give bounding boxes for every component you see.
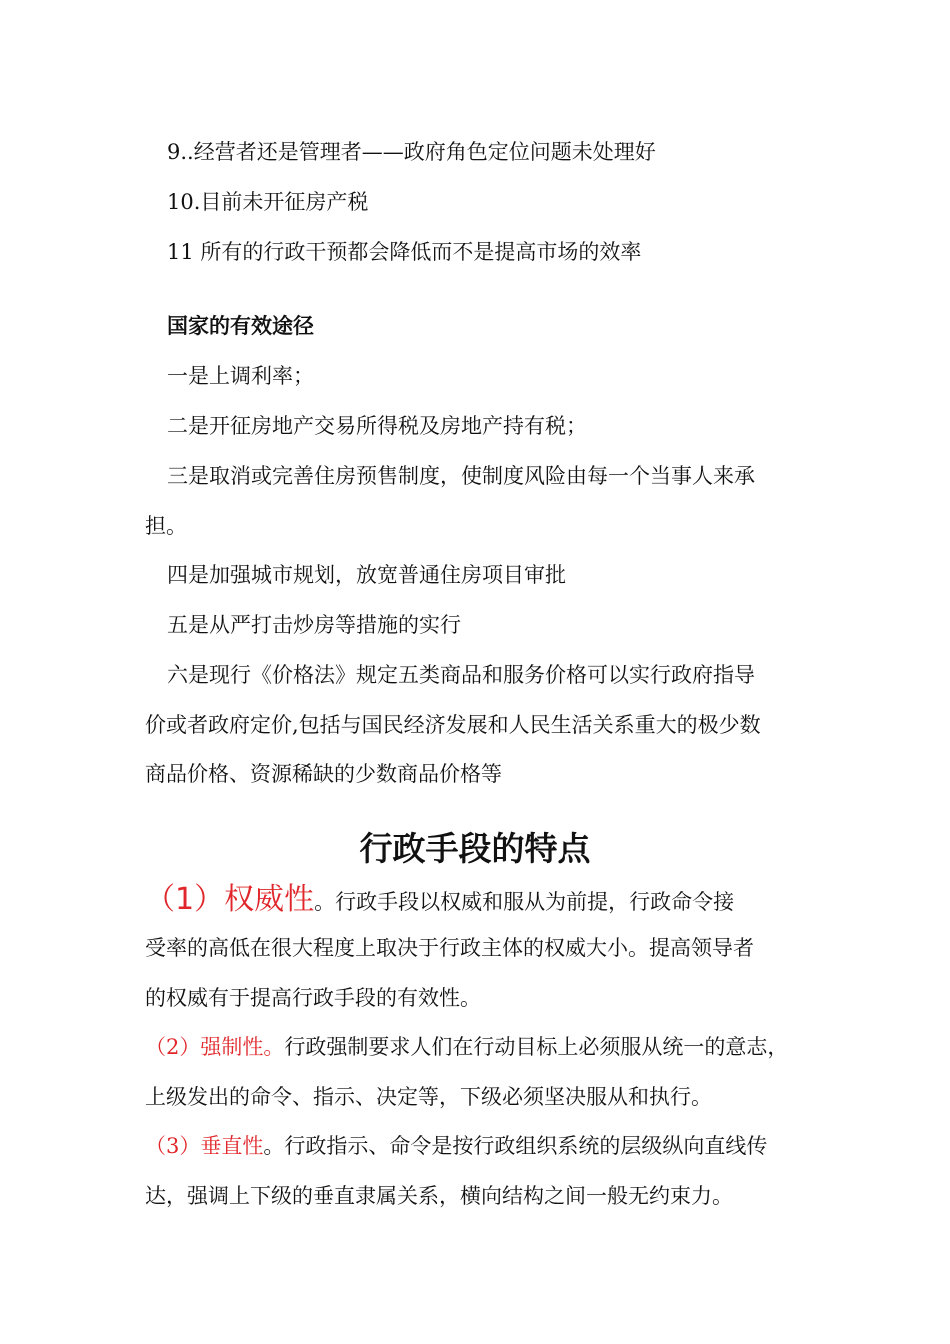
approach-item-1: 一是上调利率； [167, 364, 314, 388]
problem-item-10: 10.目前未开征房产税 [167, 190, 369, 214]
feature-vertical-text: 。行政指示、命令是按行政组织系统的层级纵向直线传 [263, 1134, 768, 1158]
feature-authority-text: 。行政手段以权威和服从为前提，行政命令接 [314, 890, 735, 914]
feature-authority-line1 [145, 883, 734, 919]
feature-vertical-label: （3）垂直性 [145, 1134, 264, 1158]
feature-vertical-line1 [145, 1132, 767, 1160]
approach-item-3: 三是取消或完善住房预售制度，使制度风险由每一个当事人来承 [167, 464, 755, 488]
approach-item-3-cont: 担。 [145, 514, 187, 538]
approach-item-6-cont-2: 商品价格、资源稀缺的少数商品价格等 [145, 762, 502, 786]
feature-authority-line2: 受率的高低在很大程度上取决于行政主体的权威大小。提高领导者 [145, 936, 754, 960]
problem-item-9: 9..经营者还是管理者——政府角色定位问题未处理好 [167, 140, 656, 164]
feature-coercive-line2: 上级发出的命令、指示、决定等，下级必须坚决服从和执行。 [145, 1085, 712, 1109]
approach-item-6: 六是现行《价格法》规定五类商品和服务价格可以实行政府指导 [167, 663, 755, 687]
feature-vertical-line2: 达，强调上下级的垂直隶属关系，横向结构之间一般无约束力。 [145, 1184, 733, 1208]
feature-coercive-text: 行政强制要求人们在行动目标上必须服从统一的意志， [284, 1035, 789, 1059]
problem-item-11: 11 所有的行政干预都会降低而不是提高市场的效率 [167, 240, 642, 264]
approach-item-6-cont-1: 价或者政府定价,包括与国民经济发展和人民生活关系重大的极少数 [145, 713, 761, 737]
approach-item-2: 二是开征房地产交易所得税及房地产持有税； [167, 414, 587, 438]
feature-authority-label: （1）权威性 [145, 882, 315, 917]
section-title-approaches: 国家的有效途径 [167, 314, 314, 338]
section-title-features: 行政手段的特点 [359, 829, 591, 868]
approach-item-4: 四是加强城市规划，放宽普通住房项目审批 [167, 563, 566, 587]
approach-item-5: 五是从严打击炒房等措施的实行 [167, 613, 461, 637]
feature-authority-line3: 的权威有于提高行政手段的有效性。 [145, 986, 481, 1010]
feature-coercive-label: （2）强制性。 [145, 1035, 285, 1059]
feature-coercive-line1 [145, 1033, 788, 1061]
